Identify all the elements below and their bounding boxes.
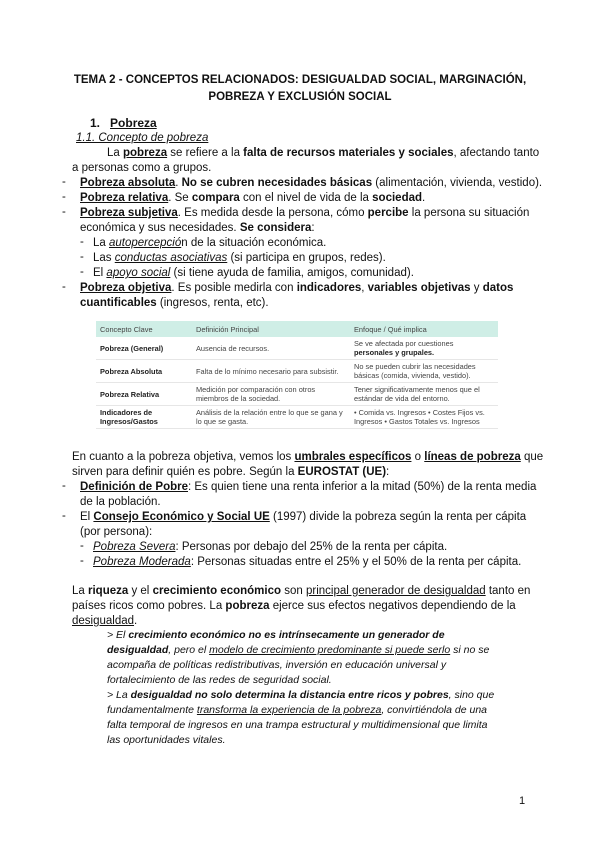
bullet-dash: - [62,191,66,203]
focus-text: estándar de vida del entorno. [354,394,450,403]
quote-text: > La [107,689,131,701]
plain-text: tanto en [485,585,531,597]
bullet-dash: - [62,480,66,492]
plain-text: países ricos como pobres. La [72,600,226,612]
term-pobreza-objetiva: Pobreza objetiva [80,282,172,294]
plain-text: : [386,466,390,478]
sub-bullet-autopercepcion [93,236,326,251]
table-header-row [96,321,498,337]
underlined-text: principal generador de desigualdad [305,585,486,597]
plain-text: (alimentación, vivienda, vestido). [372,177,543,189]
term-umbrales: umbrales específicos [294,451,412,463]
bullet-pobreza-relativa [80,191,425,206]
plain-text: y [470,282,483,294]
intro-text: se refiere a la [167,147,244,159]
bold-text: cuantificables [80,297,157,309]
title-line-2: POBREZA Y EXCLUSIÓN SOCIAL [208,91,392,103]
plain-text: con el nivel de vida de la [239,192,373,204]
table-header-cell: Concepto Clave [96,321,192,337]
table-row [96,337,498,360]
plain-text: El [93,267,107,279]
plain-text: (si tiene ayuda de familia, amigos, comunidad). [170,267,414,279]
term-severa: Pobreza Severa [93,541,176,553]
plain-text: (ingresos, renta, etc). [156,297,269,309]
plain-text: : Es quien tiene una renta inferior a la mitad (50%) de la renta media [188,481,537,493]
focus-text: • Comida vs. Ingresos • Costes Fijos vs. [354,408,485,417]
bullet-definicion-pobre [80,480,536,495]
intro-text: La [107,147,123,159]
sub-bullet-dash: - [80,251,84,263]
plain-text: que [520,451,544,463]
italic-term: apoyo social [106,267,171,279]
quote-2-line-1 [107,688,494,703]
focus-text: básicas (comida, vivienda, vestido). [354,371,471,380]
sub-bullet-moderada [93,555,521,570]
plain-text: , [361,282,368,294]
term-definicion-pobre: Definición de Pobre [80,481,188,493]
term-pobreza-relativa: Pobreza relativa [80,192,169,204]
focus-text: Tener significativamente menos que el [354,385,480,394]
plain-text: sirven para definir quién es pobre. Según la [72,466,298,478]
intro-keyword-pobreza: pobreza [123,147,168,159]
objetiva-line-2 [80,296,269,311]
bold-text: percibe [367,207,409,219]
table-cell-concept: Pobreza Absoluta [96,360,192,383]
plain-text: En cuanto a la pobreza objetiva, vemos los [72,451,295,463]
intro-line-1 [107,146,539,161]
bullet-pobreza-subjetiva [80,206,529,221]
term-moderada: Pobreza Moderada [93,556,191,568]
quote-2-line-3: falta temporal de ingresos en una trampa estructural y multidimensional que limita [107,719,488,731]
term-pobreza-subjetiva: Pobreza subjetiva [80,207,178,219]
term-crecimiento: crecimiento económico [152,585,282,597]
title-line-1: TEMA 2 - CONCEPTOS RELACIONADOS: DESIGUALDAD SOCIAL, MARGINACIÓN, [73,74,527,86]
intro-keyword-falta: falta de recursos materiales y sociales [243,147,454,159]
table-cell-focus [350,383,498,406]
quote-underlined: transforma la experiencia de la pobreza [196,704,382,716]
table-row [96,383,498,406]
table-cell-definition: Análisis de la relación entre lo que se gana y lo que se gasta. [192,406,350,429]
italic-term: autopercepció [109,237,182,249]
plain-text: (1997) divide la pobreza según la renta per cápita [269,511,527,523]
plain-text: . [134,615,138,627]
bold-text: indicadores [296,282,362,294]
section-title: Pobreza [110,116,157,130]
plain-text: El [80,511,94,523]
wealth-line-2 [72,599,516,614]
quote-text: > El [107,629,129,641]
term-pobreza: pobreza [225,600,270,612]
plain-text: Las [93,252,115,264]
quote-1-line-1 [107,628,445,643]
table-header-cell: Enfoque / Qué implica [350,321,498,337]
sub-bullet-conductas [93,251,386,266]
term-eurostat: EUROSTAT (UE) [297,466,387,478]
plain-text: . Es posible medirla con [171,282,297,294]
bold-text: Se considera [239,222,312,234]
plain-text: (si participa en grupos, redes). [227,252,386,264]
plain-text: : [311,222,315,234]
quote-text: , sino que [448,689,495,701]
focus-text: No se pueden cubrir las necesidades [354,362,476,371]
table-row [96,406,498,429]
bullet-pobreza-objetiva [80,281,513,296]
sub-bullet-dash: - [80,266,84,278]
plain-text: : Personas situadas entre el 25% y el 50% de la renta per cápita. [190,556,522,568]
plain-text: La [93,237,109,249]
sub-bullet-apoyo [93,266,414,281]
quote-2-line-2 [107,703,487,718]
bullet-dash: - [62,206,66,218]
plain-text: : Personas por debajo del 25% de la renta per cápita. [175,541,448,553]
sub-bullet-severa [93,540,447,555]
quote-text: , convirtiéndola de una [381,704,487,716]
table-cell-definition: Medición por comparación con otros miembros de la sociedad. [192,383,350,406]
underlined-text: desigualdad [72,615,135,627]
table-cell-definition: Falta de lo mínimo necesario para subsistir. [192,360,350,383]
table-cell-concept: Pobreza (General) [96,337,192,360]
document-title [60,72,540,106]
plain-text: son [281,585,306,597]
objective-line-1 [72,450,543,465]
table-cell-focus [350,360,498,383]
intro-text: , afectando tanto [453,147,540,159]
quote-1-line-3: acompaña de políticas redistributivas, inversión en educación universal y [107,659,447,671]
bullet-consejo [80,510,526,525]
page-number: 1 [519,795,526,807]
focus-text: Ingresos • Gastos Totales vs. Ingresos [354,417,480,426]
bold-text: sociedad [372,192,423,204]
section-heading [90,116,157,131]
plain-text: y el [128,585,153,597]
bold-text: datos [482,282,514,294]
quote-2-line-4: las oportunidades vitales. [107,734,226,746]
term-lineas-pobreza: líneas de pobreza [424,451,521,463]
plain-text: ejerce sus efectos negativos dependiendo de la [269,600,516,612]
table-cell-focus [350,406,498,429]
focus-text: Se ve afectada por cuestiones [354,339,454,348]
quote-underlined: modelo de crecimiento predominante si puede serlo [209,644,451,656]
plain-text: la persona su situación [408,207,530,219]
table-cell-concept: Pobreza Relativa [96,383,192,406]
plain-text: económica y sus necesidades. [80,222,240,234]
wealth-line-1 [72,584,530,599]
quote-1-line-4: fortalecimiento de las redes de seguridad social. [107,674,332,686]
quote-text: fundamentalmente [107,704,197,716]
plain-text: . [422,192,426,204]
intro-line-2: a personas como a grupos. [72,162,212,174]
plain-text: n de la situación económica. [181,237,327,249]
term-riqueza: riqueza [88,585,129,597]
focus-text-bold: personales y grupales. [354,348,435,357]
section-number: 1. [90,116,101,130]
concepts-table [96,321,498,429]
plain-text: o [411,451,425,463]
bold-text: compara [191,192,240,204]
bold-text: variables objetivas [367,282,471,294]
plain-text: La [72,585,88,597]
quote-bold: crecimiento económico no es intrínsecamente un generador de [128,629,445,641]
quote-bold: desigualdad no solo determina la distancia entre ricos y pobres [130,689,449,701]
table-cell-concept: Indicadores de Ingresos/Gastos [96,406,192,429]
quote-text: si no se [450,644,490,656]
definicion-line-2: de la población. [80,496,161,508]
sub-bullet-dash: - [80,555,84,567]
bullet-pobreza-absoluta [80,176,542,191]
wealth-line-3 [72,614,137,629]
term-pobreza-absoluta: Pobreza absoluta [80,177,176,189]
quote-text: , pero el [168,644,210,656]
term-consejo: Consejo Económico y Social UE [93,511,270,523]
table-cell-definition: Ausencia de recursos. [192,337,350,360]
quote-1-line-2 [107,643,489,658]
table-header-cell: Definición Principal [192,321,350,337]
bold-text: No se cubren necesidades básicas [181,177,373,189]
bullet-dash: - [62,176,66,188]
table-row [96,360,498,383]
italic-term: conductas asociativas [114,252,228,264]
objective-line-2 [72,465,389,480]
plain-text: . Es medida desde la persona, cómo [177,207,368,219]
consejo-line-2: (por persona): [80,526,153,538]
quote-bold: desigualdad [107,644,169,656]
subjetiva-line-2 [80,221,315,236]
table-cell-focus [350,337,498,360]
bullet-dash: - [62,281,66,293]
plain-text: . Se [168,192,192,204]
sub-bullet-dash: - [80,540,84,552]
subsection-heading: 1.1. Concepto de pobreza [76,132,209,144]
sub-bullet-dash: - [80,236,84,248]
bullet-dash: - [62,510,66,522]
separator: . [175,177,182,189]
